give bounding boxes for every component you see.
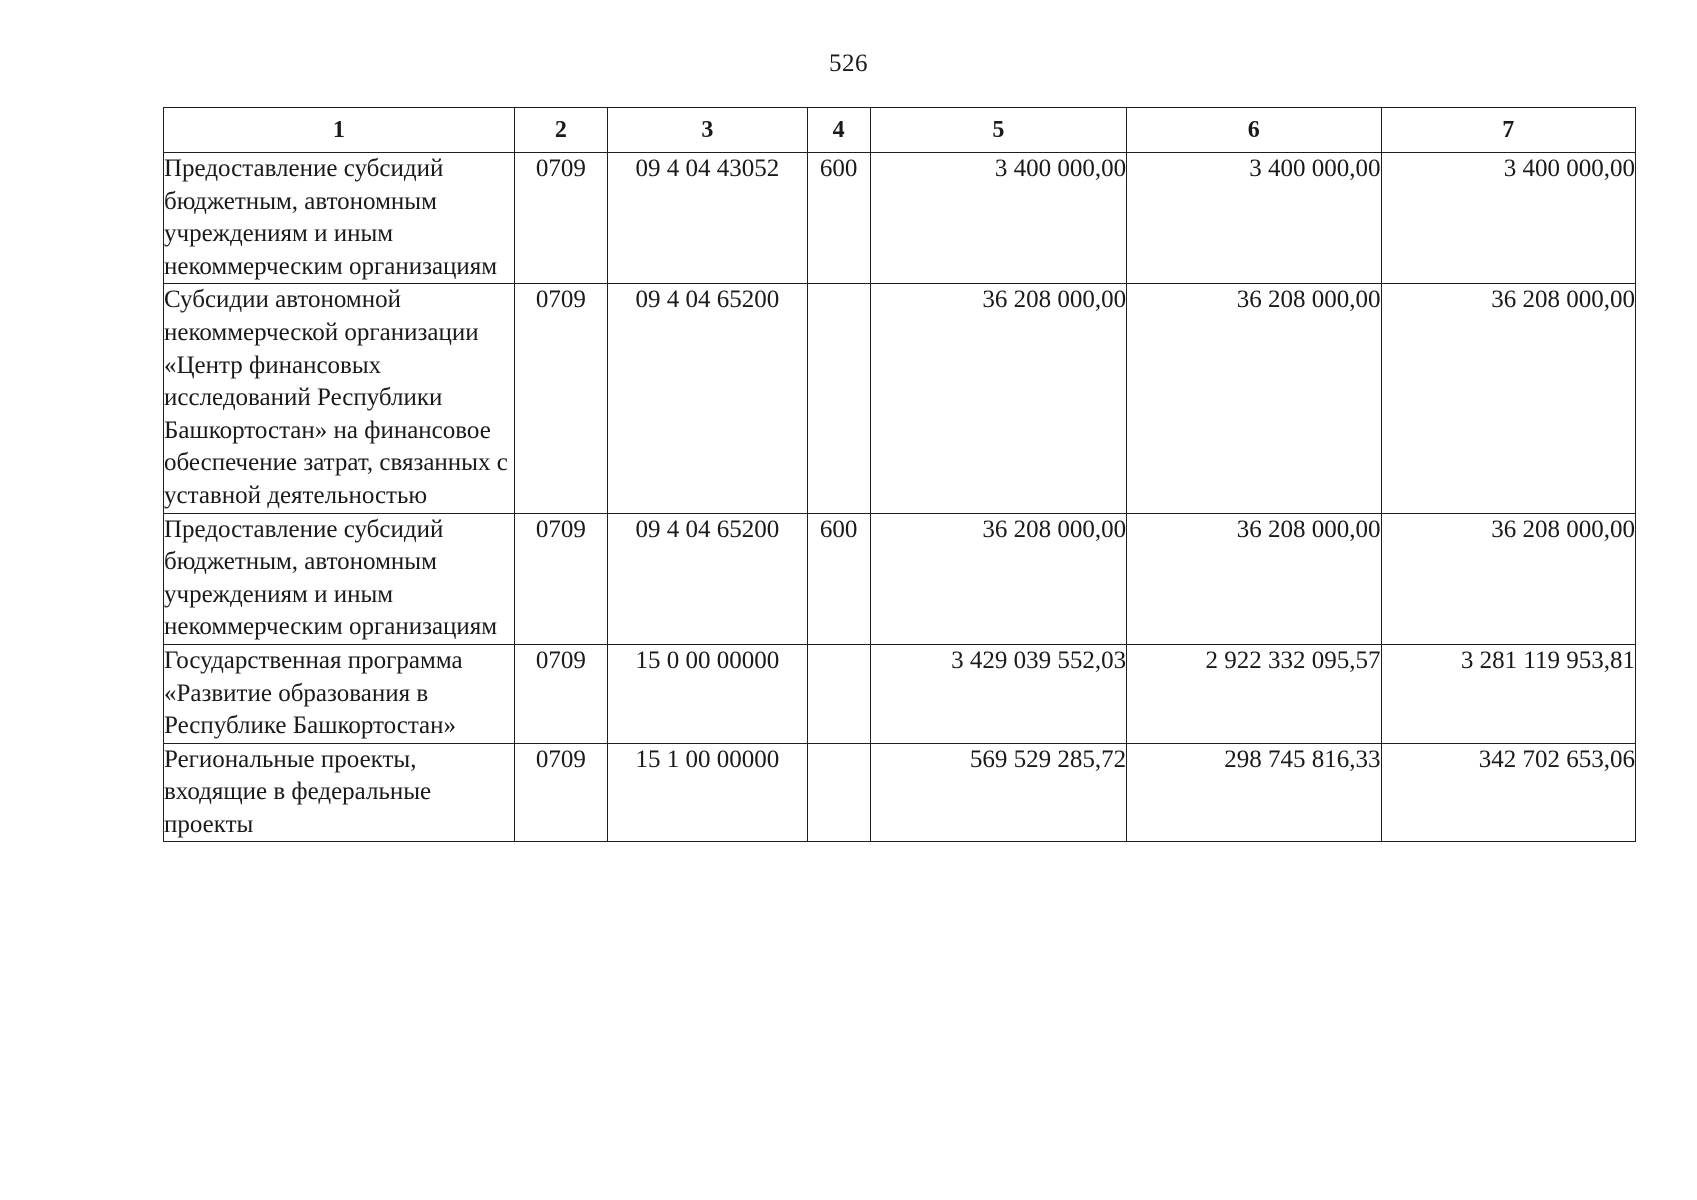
table-row bbox=[164, 513, 1636, 644]
row-amount-3: 3 281 119 953,81 bbox=[1381, 644, 1635, 743]
row-target: 09 4 04 65200 bbox=[608, 513, 808, 644]
table-row bbox=[164, 153, 1636, 284]
row-amount-3: 36 208 000,00 bbox=[1381, 284, 1635, 513]
row-name: Предоставление субсидий бюджетным, автономным учреждениям и иным некоммерческим организациям bbox=[164, 513, 515, 644]
row-amount-3: 3 400 000,00 bbox=[1381, 153, 1635, 284]
table-row bbox=[164, 743, 1636, 842]
row-amount-1: 36 208 000,00 bbox=[870, 513, 1126, 644]
row-name: Региональные проекты, входящие в федеральные проекты bbox=[164, 743, 515, 842]
column-header: 3 bbox=[608, 108, 808, 153]
header-row bbox=[164, 108, 1636, 153]
budget-table bbox=[163, 107, 1636, 842]
row-amount-1: 569 529 285,72 bbox=[870, 743, 1126, 842]
row-section: 0709 bbox=[514, 153, 607, 284]
row-target: 09 4 04 65200 bbox=[608, 284, 808, 513]
row-amount-3: 342 702 653,06 bbox=[1381, 743, 1635, 842]
row-amount-2: 3 400 000,00 bbox=[1127, 153, 1381, 284]
row-target: 15 1 00 00000 bbox=[608, 743, 808, 842]
row-expense-type: 600 bbox=[807, 153, 870, 284]
row-amount-2: 36 208 000,00 bbox=[1127, 513, 1381, 644]
row-name: Предоставление субсидий бюджетным, автономным учреждениям и иным некоммерческим организациям bbox=[164, 153, 515, 284]
row-section: 0709 bbox=[514, 284, 607, 513]
row-amount-2: 2 922 332 095,57 bbox=[1127, 644, 1381, 743]
row-section: 0709 bbox=[514, 743, 607, 842]
row-target: 15 0 00 00000 bbox=[608, 644, 808, 743]
column-header: 7 bbox=[1381, 108, 1635, 153]
row-amount-3: 36 208 000,00 bbox=[1381, 513, 1635, 644]
row-expense-type bbox=[807, 644, 870, 743]
row-name: Государственная программа «Развитие образования в Республике Башкортостан» bbox=[164, 644, 515, 743]
column-header: 6 bbox=[1127, 108, 1381, 153]
row-expense-type: 600 bbox=[807, 513, 870, 644]
row-amount-1: 36 208 000,00 bbox=[870, 284, 1126, 513]
column-header: 4 bbox=[807, 108, 870, 153]
row-amount-2: 298 745 816,33 bbox=[1127, 743, 1381, 842]
row-name: Субсидии автономной некоммерческой организации «Центр финансовых исследований Республики Башкортостан» на финансовое обеспечение затрат, связанных с уставной деятельностью bbox=[164, 284, 515, 513]
row-section: 0709 bbox=[514, 644, 607, 743]
column-header: 1 bbox=[164, 108, 515, 153]
column-header: 5 bbox=[870, 108, 1126, 153]
row-amount-1: 3 400 000,00 bbox=[870, 153, 1126, 284]
table-row bbox=[164, 284, 1636, 513]
row-section: 0709 bbox=[514, 513, 607, 644]
page-number: 526 bbox=[829, 50, 868, 77]
row-expense-type bbox=[807, 284, 870, 513]
table-row bbox=[164, 644, 1636, 743]
row-amount-2: 36 208 000,00 bbox=[1127, 284, 1381, 513]
row-target: 09 4 04 43052 bbox=[608, 153, 808, 284]
row-amount-1: 3 429 039 552,03 bbox=[870, 644, 1126, 743]
column-header: 2 bbox=[514, 108, 607, 153]
row-expense-type bbox=[807, 743, 870, 842]
